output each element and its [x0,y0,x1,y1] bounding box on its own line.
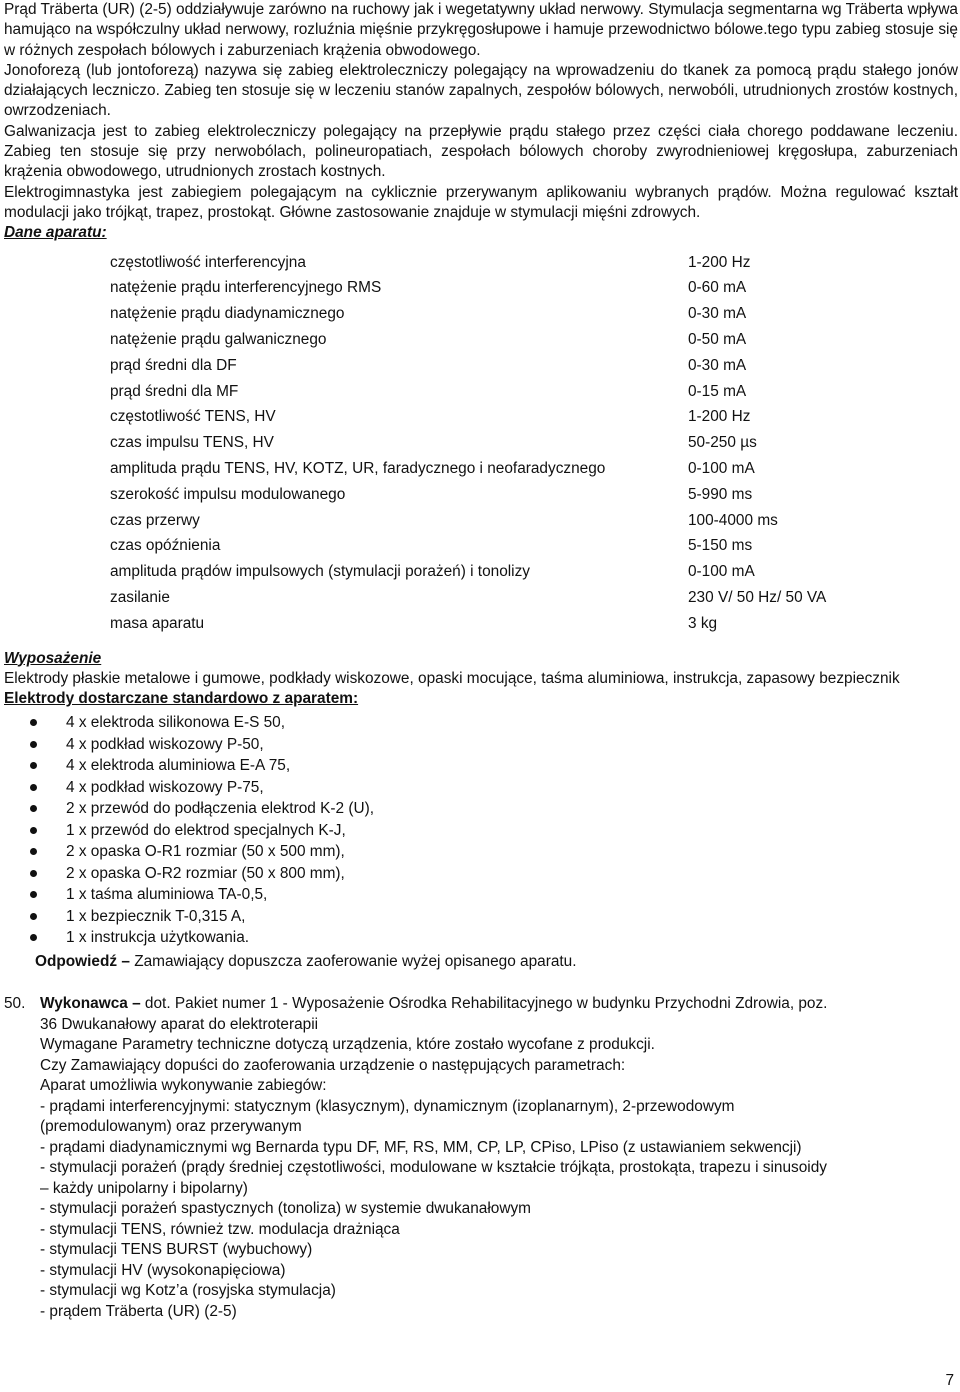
paragraph-traebert: Prąd Träberta (UR) (2-5) oddziaływuje zarówno na ruchowy jak i wegetatywny układ nerwowy. Stymulacja segmentarna wg Träberta wpływa hamująco na współczulny układ nerwowy, rozluźnia mięśnie przykręgosłupowe i hamuje przewodnictwo bólowe.tego typu zabieg stosuje się w różnych zespołach bólowych i zaburzeniach krążenia obwodowego. [4,1,958,59]
specs-table [110,250,958,637]
list-item [4,927,958,949]
question-number: 50. [4,995,26,1013]
question-line: (premodulowanym) oraz przerywanym [40,1118,302,1136]
list-item-text: 1 x bezpiecznik T-0,315 A, [66,907,246,925]
spec-row [110,611,958,637]
spec-label: szerokość impulsu modulowanego [110,485,346,503]
list-item [4,755,958,777]
spec-row [110,404,958,430]
list-item [4,820,958,842]
question-line: - prądem Träberta (UR) (2-5) [40,1302,237,1320]
standard-electrodes-list [4,712,958,949]
spec-label: masa aparatu [110,614,205,632]
spec-value: 0-30 mA [688,356,747,374]
list-item [4,841,958,863]
spec-value: 1-200 Hz [688,253,751,271]
bullet-icon [30,827,37,834]
spec-label: czas impulsu TENS, HV [110,434,274,452]
bullet-icon [30,848,37,855]
spec-value: 230 V/ 50 Hz/ 50 VA [688,588,827,606]
spec-row [110,327,958,353]
bullet-icon [30,870,37,877]
list-item [4,798,958,820]
spec-row [110,353,958,379]
spec-label: natężenie prądu interferencyjnego RMS [110,279,382,297]
question-line: - stymulacji HV (wysokonapięciowa) [40,1261,286,1279]
spec-row [110,482,958,508]
spec-value: 3 kg [688,614,718,632]
spec-value: 50-250 µs [688,434,757,452]
standard-electrodes-title: Elektrody dostarczane standardowo z aparatem: [4,690,359,708]
spec-value: 0-30 mA [688,305,747,323]
specs-title: Dane aparatu: [4,224,107,242]
bullet-icon [30,762,37,769]
spec-row [110,456,958,482]
bullet-icon [30,805,37,812]
paragraph-electrogymnastics: Elektrogimnastyka jest zabiegiem polegającym na cyklicznie przerywanym aplikowaniu wybranych prądów. Można regulować kształt modulacji jako trójkąt, trapez, prostokąt. Główne zastosowanie znajduje w stymulacji mięśni zdrowych. [4,183,958,221]
list-item-text: 2 x opaska O-R1 rozmiar (50 x 500 mm), [66,843,345,861]
list-item [4,712,958,734]
spec-value: 0-50 mA [688,330,747,348]
question-line: Czy Zamawiający dopuści do zaoferowania urządzenie o następujących parametrach: [40,1056,626,1074]
question-line: - prądami interferencyjnymi: statycznym (klasycznym), dynamicznym (izoplanarnym), 2-przewodowym [40,1097,735,1115]
spec-value: 0-15 mA [688,382,747,400]
spec-label: natężenie prądu diadynamicznego [110,305,345,323]
spec-row [110,301,958,327]
bullet-icon [30,934,37,941]
answer-text: Zamawiający dopuszcza zaoferowanie wyżej opisanego aparatu. [129,952,577,970]
spec-value: 1-200 Hz [688,408,751,426]
contractor-label: Wykonawca – [40,995,141,1013]
question-heading-text: dot. Pakiet numer 1 - Wyposażenie Ośrodka Rehabilitacyjnego w budynku Przychodni Zdrowia, poz. [140,995,828,1013]
spec-label: częstotliwość TENS, HV [110,408,276,426]
spec-label: czas opóźnienia [110,537,221,555]
list-item-text: 2 x opaska O-R2 rozmiar (50 x 800 mm), [66,864,345,882]
list-item-text: 1 x taśma aluminiowa TA-0,5, [66,886,268,904]
spec-label: prąd średni dla DF [110,356,237,374]
equipment-title: Wyposażenie [4,649,102,667]
list-item [4,906,958,928]
list-item [4,863,958,885]
question-line: - prądami diadynamicznymi wg Bernarda typu DF, MF, RS, MM, CP, LP, CPiso, LPiso (z ustawianiem sekwencji) [40,1138,802,1156]
paragraph-iontophoresis: Jonoforezą (lub jontoforezą) nazywa się zabieg elektroleczniczy polegający na wprowadzeniu do tkanek za pomocą prądu stałego jonów działających leczniczo. Zabieg ten stosuje się w leczeniu stanów zapalnych, zespołów bólowych, nerwobóli, utrudnionych zrostów kostnych, owrzodzeniach. [4,61,958,120]
list-item-text: 4 x podkład wiskozowy P-75, [66,778,264,796]
spec-row [110,250,958,276]
list-item-text: 4 x elektroda silikonowa E-S 50, [66,714,286,732]
bullet-icon [30,741,37,748]
spec-value: 5-150 ms [688,537,753,555]
spec-label: czas przerwy [110,511,200,529]
question-heading [40,994,958,1015]
paragraph-galvanization: Galwanizacja jest to zabieg elektroleczniczy polegający na przepływie prądu stałego przez części ciała chorego poddawane leczeniu. Zabieg ten stosuje się przy nerwobólach, polineuropatiach, zespołach bólowych choroby zwyrodnieniowej kręgosłupa, zaburzeniach krążenia obwodowego, utrudnionych zrostach kostnych. [4,122,958,181]
list-item-text: 1 x przewód do elektrod specjalnych K-J, [66,821,346,839]
list-item [4,734,958,756]
spec-value: 5-990 ms [688,485,753,503]
spec-label: prąd średni dla MF [110,382,239,400]
spec-label: amplituda prądu TENS, HV, KOTZ, UR, faradycznego i neofaradycznego [110,459,606,477]
question-line: - stymulacji porażeń spastycznych (tonoliza) w systemie dwukanałowym [40,1200,531,1218]
spec-row [110,430,958,456]
question-line: - stymulacji TENS, również tzw. modulacja drażniąca [40,1220,400,1238]
spec-row [110,559,958,585]
answer-paragraph [35,951,958,973]
question-line: - stymulacji TENS BURST (wybuchowy) [40,1241,313,1259]
page-number: 7 [945,1372,954,1389]
spec-value: 100-4000 ms [688,511,778,529]
list-item [4,777,958,799]
spec-row [110,585,958,611]
spec-label: amplituda prądów impulsowych (stymulacji porażeń) i tonolizy [110,563,530,581]
question-50 [4,994,958,1322]
question-line: Aparat umożliwia wykonywanie zabiegów: [40,1077,327,1095]
spec-value: 0-100 mA [688,459,755,477]
list-item-text: 1 x instrukcja użytkowania. [66,929,250,947]
bullet-icon [30,891,37,898]
question-line: - stymulacji wg Kotz’a (rosyjska stymulacja) [40,1282,336,1300]
question-line: 36 Dwukanałowy aparat do elektroterapii [40,1015,319,1033]
document-page [4,0,958,1322]
spec-row [110,379,958,405]
bullet-icon [30,784,37,791]
list-item-text: 4 x elektroda aluminiowa E-A 75, [66,757,291,775]
list-item-text: 2 x przewód do podłączenia elektrod K-2 (U), [66,800,374,818]
question-line: - stymulacji porażeń (prądy średniej częstotliwości, modulowane w kształcie trójkąta, prostokąta, trapezu i sinusoidy [40,1159,827,1177]
spec-label: częstotliwość interferencyjna [110,253,306,271]
list-item [4,884,958,906]
question-body [40,994,958,1322]
spec-label: zasilanie [110,588,170,606]
answer-label: Odpowiedź – [35,952,130,970]
spec-value: 0-100 mA [688,563,755,581]
question-line: Wymagane Parametry techniczne dotyczą urządzenia, które zostało wycofane z produkcji. [40,1036,655,1054]
bullet-icon [30,913,37,920]
spec-value: 0-60 mA [688,279,747,297]
question-line: – każdy unipolarny i bipolarny) [40,1179,248,1197]
spec-row [110,508,958,534]
bullet-icon [30,719,37,726]
equipment-text: Elektrody płaskie metalowe i gumowe, podkłady wiskozowe, opaski mocujące, taśma aluminiowa, instrukcja, zapasowy bezpiecznik [4,669,900,687]
list-item-text: 4 x podkład wiskozowy P-50, [66,735,264,753]
spec-row [110,275,958,301]
spec-row [110,533,958,559]
spec-label: natężenie prądu galwanicznego [110,330,327,348]
